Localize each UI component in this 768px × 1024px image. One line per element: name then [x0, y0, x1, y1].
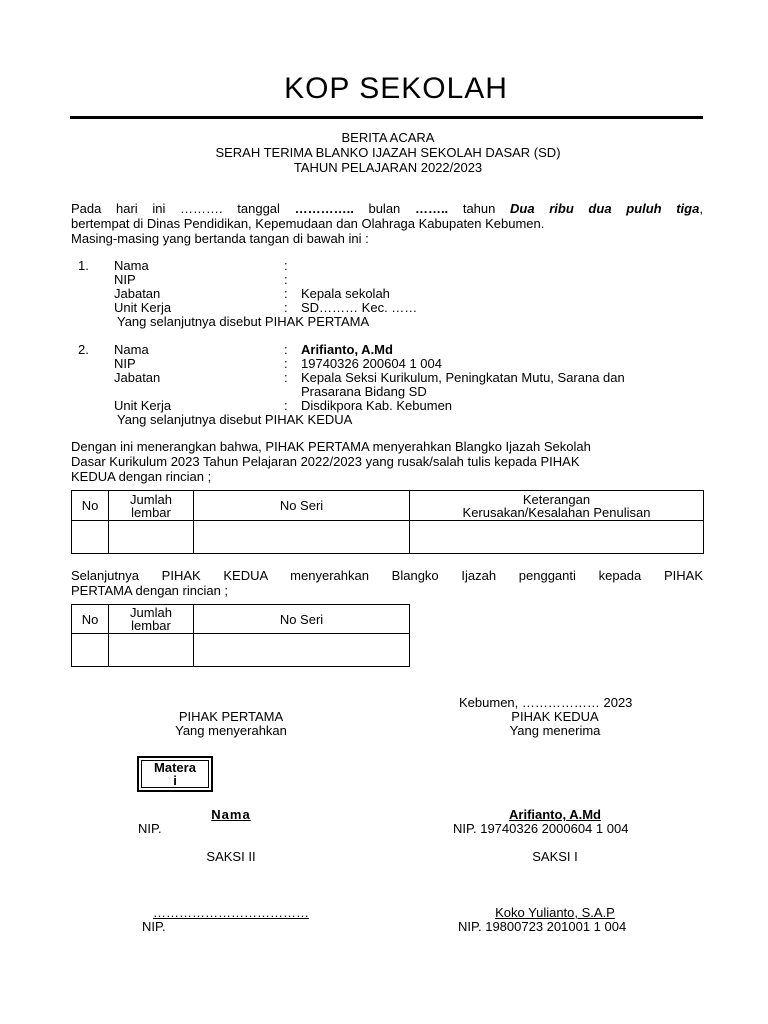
party1-label-nama: Nama: [114, 258, 149, 273]
intro-line-3: Masing-masing yang bertanda tangan di bawah ini :: [71, 231, 369, 246]
left-signer-nip: NIP.: [138, 821, 162, 836]
statement2-line-2: PERTAMA dengan rincian ;: [71, 583, 229, 598]
party2-jabatan-cont: Prasarana Bidang SD: [301, 384, 427, 399]
materai-stamp-box: [137, 756, 213, 792]
cell-jumlah[interactable]: [109, 521, 194, 554]
right-signer-nip: NIP. 19740326 2000604 1 004: [453, 821, 629, 836]
party2-label-nama: Nama: [114, 342, 149, 357]
materai-inner-frame: Matera i: [141, 760, 209, 788]
witness-right-name: Koko Yulianto, S.A.P: [495, 905, 615, 920]
party1-colon: :: [284, 300, 288, 315]
intro-line-2: bertempat di Dinas Pendidikan, Kepemudaan dan Olahraga Kabupaten Kebumen.: [71, 216, 545, 231]
cell-no-seri[interactable]: [194, 634, 410, 667]
party2-colon: :: [284, 398, 288, 413]
party2-unit: Disdikpora Kab. Kebumen: [301, 398, 453, 413]
witness-right-nip: NIP. 19800723 201001 1 004: [458, 919, 627, 934]
col-jumlah: Jumlah lembar: [109, 605, 194, 634]
statement1-line-2: Dasar Kurikulum 2023 Tahun Pelajaran 2022/2023 yang rusak/salah tulis kepada PIHAK: [71, 454, 580, 469]
col-no: No: [72, 491, 109, 521]
place-date: Kebumen, ……………… 2023: [459, 695, 633, 710]
party2-nama: Arifianto, A.Md: [301, 342, 393, 357]
party1-label-unit: Unit Kerja: [114, 300, 172, 315]
statement1-line-1: Dengan ini menerangkan bahwa, PIHAK PERTAMA menyerahkan Blangko Ijazah Sekolah: [71, 439, 591, 454]
party2-label-nip: NIP: [114, 356, 136, 371]
intro-line-1: Pada hari ini ………. tanggal ………….. bulan …….. tahun Dua ribu dua puluh tiga,: [71, 201, 703, 216]
witness-left-title: SAKSI II: [206, 849, 256, 864]
right-party-title: PIHAK KEDUA: [511, 709, 599, 724]
party2-nip: 19740326 200604 1 004: [301, 356, 442, 371]
col-no-seri: No Seri: [194, 491, 410, 521]
party2-note: Yang selanjutnya disebut PIHAK KEDUA: [117, 412, 353, 427]
col-no: No: [72, 605, 109, 634]
left-party-sub: Yang menyerahkan: [175, 723, 287, 738]
doc-year: TAHUN PELAJARAN 2022/2023: [293, 160, 483, 175]
party1-jabatan: Kepala sekolah: [301, 286, 390, 301]
right-party-sub: Yang menerima: [509, 723, 601, 738]
page-heading: KOP SEKOLAH: [284, 72, 508, 105]
witness-left-nip: NIP.: [142, 919, 166, 934]
party1-number: 1.: [78, 258, 89, 273]
cell-jumlah[interactable]: [109, 634, 194, 667]
party1-label-nip: NIP: [114, 272, 136, 287]
table-row: [72, 634, 410, 667]
cell-no-seri[interactable]: [194, 521, 410, 554]
party2-jabatan: Kepala Seksi Kurikulum, Peningkatan Mutu, Sarana dan: [301, 370, 625, 385]
party2-colon: :: [284, 356, 288, 371]
left-party-title: PIHAK PERTAMA: [178, 709, 284, 724]
cell-no[interactable]: [72, 634, 109, 667]
party2-colon: :: [284, 370, 288, 385]
doc-subtitle: SERAH TERIMA BLANKO IJAZAH SEKOLAH DASAR (SD): [215, 145, 561, 160]
party2-label-jabatan: Jabatan: [114, 370, 161, 385]
right-signer-name: Arifianto, A.Md: [509, 807, 601, 822]
party2-colon: :: [284, 342, 288, 357]
statement2-line-1: Selanjutnya PIHAK KEDUA menyerahkan Blangko Ijazah pengganti kepada PIHAK: [71, 568, 703, 583]
party2-number: 2.: [78, 342, 89, 357]
party1-label-jabatan: Jabatan: [114, 286, 161, 301]
col-jumlah: Jumlah lembar: [109, 491, 194, 521]
col-no-seri: No Seri: [194, 605, 410, 634]
table-header-row: [72, 605, 410, 634]
witness-left-name: ………………………………: [153, 905, 309, 920]
statement1-line-3: KEDUA dengan rincian ;: [71, 469, 212, 484]
cell-no[interactable]: [72, 521, 109, 554]
replacement-blanks-table: [71, 604, 410, 667]
party1-unit: SD……… Kec. ……: [301, 300, 418, 315]
left-signer-name: Nama: [211, 807, 251, 822]
party2-label-unit: Unit Kerja: [114, 398, 172, 413]
cell-keterangan[interactable]: [410, 521, 704, 554]
witness-right-title: SAKSI I: [532, 849, 578, 864]
table-header-row: [72, 491, 704, 521]
party1-colon: :: [284, 272, 288, 287]
header-rule: [70, 116, 703, 119]
party1-colon: :: [284, 286, 288, 301]
doc-title: BERITA ACARA: [341, 130, 435, 145]
party1-note: Yang selanjutnya disebut PIHAK PERTAMA: [117, 314, 370, 329]
col-keterangan: Keterangan Kerusakan/Kesalahan Penulisan: [410, 491, 704, 521]
damaged-blanks-table: [71, 490, 704, 554]
party1-colon: :: [284, 258, 288, 273]
table-row: [72, 521, 704, 554]
